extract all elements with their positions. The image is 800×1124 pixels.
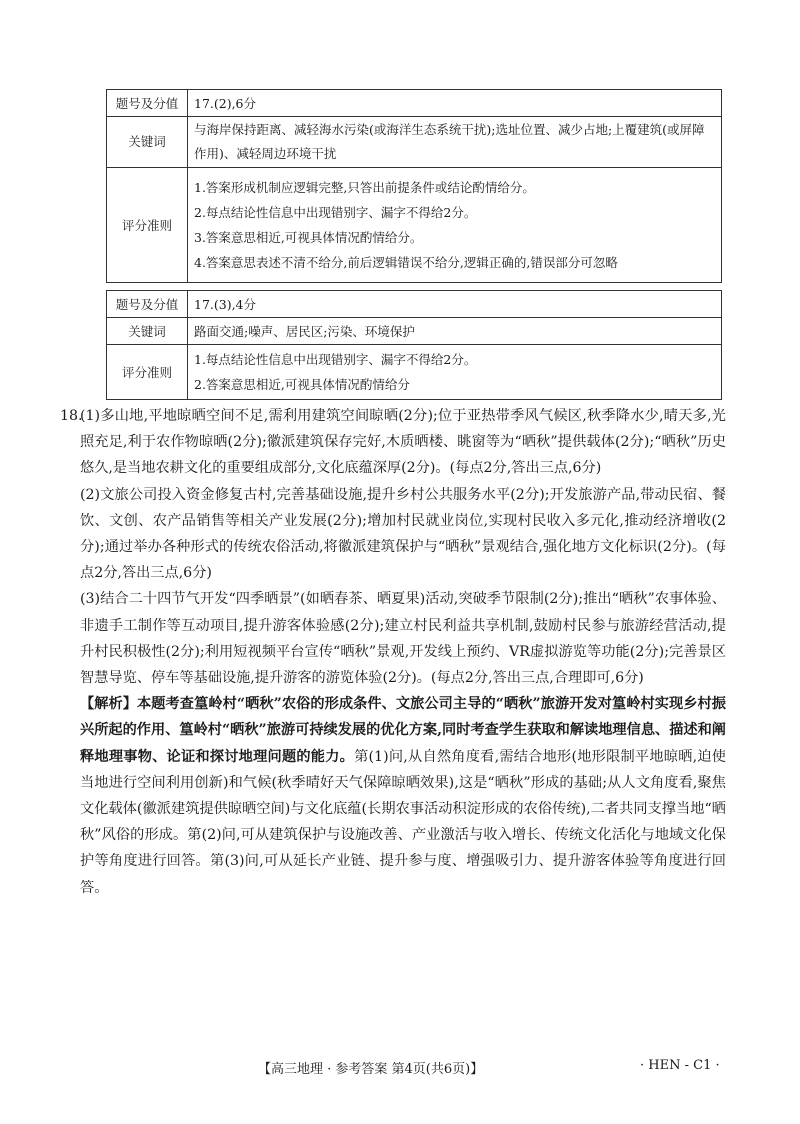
analysis (80, 691, 726, 901)
table-value: 路面交通;噪声、居民区;污染、环境保护 (188, 318, 722, 345)
scoring-criteria (188, 345, 722, 400)
criteria-line: 2.每点结论性信息中出现错别字、漏字不得给2分。 (194, 205, 477, 220)
table-value: 与海岸保持距离、减轻海水污染(或海洋生态系统干扰);选址位置、减少占地;上覆建筑(或屏障作用)、减轻周边环境干扰 (188, 117, 722, 168)
question-number: 18. (60, 408, 83, 424)
table-label: 评分准则 (107, 168, 188, 283)
analysis-rest: 第(1)问,从自然角度看,需结合地形(地形限制平地晾晒,迫使当地进行空间利用创新)和气候(秋季晴好天气保障晾晒效果),这是“晒秋”形成的基础;从人文角度看,聚焦文化载体(徽派建筑提供晾晒空间)与文化底蕴(长期农事活动积淀形成的农俗传统),二者共同支撑当地“晒秋”风俗的形成。第(2)问,可从建筑保护与设施改善、产业激活与收入增长、传统文化活化与地域文化保护等角度进行回答。第(3)问,可从延长产业链、提升参与度、增强吸引力、提升游客体验等角度进行回答。 (80, 748, 726, 896)
table-value: 17.(3),4分 (188, 291, 722, 318)
criteria-line: 1.答案形成机制应逻辑完整,只答出前提条件或结论酌情给分。 (194, 180, 535, 195)
table-label: 关键词 (107, 117, 188, 168)
answer-part-1: (1)多山地,平地晾晒空间不足,需利用建筑空间晾晒(2分);位于亚热带季风气候区,秋季降水少,晴天多,光照充足,利于农作物晾晒(2分);徽派建筑保存完好,木质晒楼、眺窗等为“晒秋”提供载体(2分);“晒秋”历史悠久,是当地农耕文化的重要组成部分,文化底蕴深厚(2分)。(每点2分,答出三点,6分) (80, 408, 726, 477)
criteria-line: 3.答案意思相近,可视具体情况酌情给分。 (194, 230, 423, 245)
table-label: 关键词 (107, 318, 188, 345)
criteria-line: 4.答案意思表述不清不给分,前后逻辑错误不给分,逻辑正确的,错误部分可忽略 (194, 255, 618, 270)
table-label: 题号及分值 (107, 291, 188, 318)
scoring-table-17-2 (106, 89, 722, 283)
table-label: 评分准则 (107, 345, 188, 400)
table-value: 17.(2),6分 (188, 90, 722, 117)
footer-code: · HEN - C1 · (640, 1058, 720, 1073)
answer-part-2: (2)文旅公司投入资金修复古村,完善基础设施,提升乡村公共服务水平(2分);开发旅游产品,带动民宿、餐饮、文创、农产品销售等相关产业发展(2分);增加村民就业岗位,实现村民收入多元化,推动经济增收(2分);通过举办各种形式的传统农俗活动,将徽派建筑保护与“晒秋”景观结合,强化地方文化标识(2分)。(每点2分,答出三点,6分) (80, 486, 726, 582)
scoring-criteria (188, 168, 722, 283)
answer-18 (60, 403, 726, 901)
analysis-bold: 【解析】本题考查篁岭村“晒秋”农俗的形成条件、文旅公司主导的“晒秋”旅游开发对篁岭村实现乡村振兴所起的作用、篁岭村“晒秋”旅游可持续发展的优化方案,同时考查学生获取和解读地理信息、描述和阐释地理事物、论证和探讨地理问题的能力。 (80, 696, 726, 765)
criteria-line: 2.答案意思相近,可视具体情况酌情给分 (194, 377, 410, 392)
criteria-line: 1.每点结论性信息中出现错别字、漏字不得给2分。 (194, 352, 477, 367)
table-label: 题号及分值 (107, 90, 188, 117)
footer-page-info: 【高三地理 · 参考答案 第4页(共6页)】 (258, 1062, 484, 1077)
answer-part-3: (3)结合二十四节气开发“四季晒景”(如晒春茶、晒夏果)活动,突破季节限制(2分);推出“晒秋”农事体验、非遗手工制作等互动项目,提升游客体验感(2分);建立村民利益共享机制,鼓励村民参与旅游经营活动,提升村民积极性(2分);利用短视频平台宣传“晒秋”景观,开发线上预约、VR虚拟游览等功能(2分);完善景区智慧导览、停车等基础设施,提升游客的游览体验(2分)。(每点2分,答出三点,合理即可,6分) (80, 591, 726, 687)
scoring-table-17-3 (106, 290, 722, 400)
